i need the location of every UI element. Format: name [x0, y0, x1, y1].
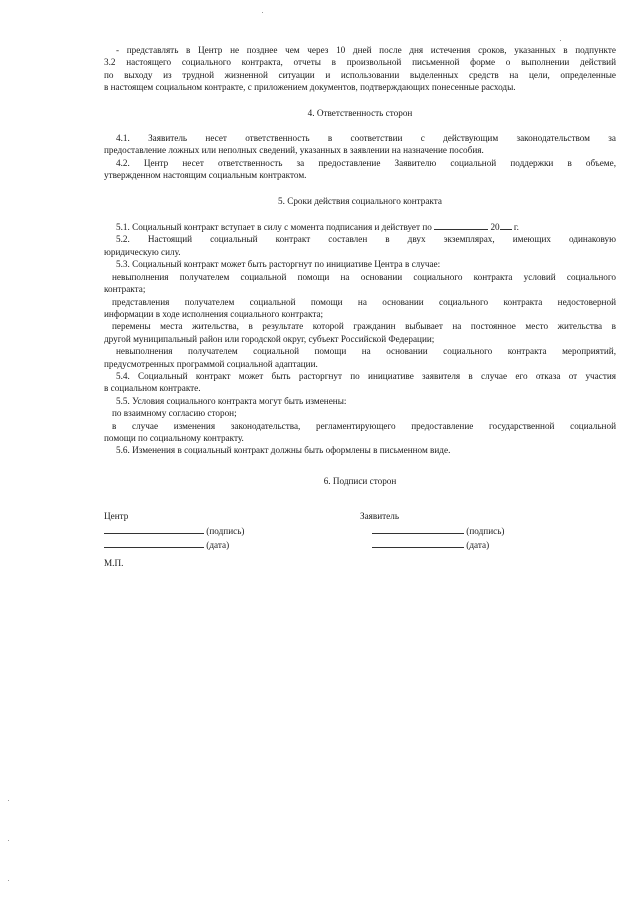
clause-5-5: 5.5. Условия социального контракта могут быть изменены:	[116, 395, 347, 406]
text-line: невыполнения получателем социальной помощи на основании социального контракта условий социального	[112, 271, 616, 282]
signature-label: (подпись)	[466, 526, 505, 537]
scan-speck	[262, 12, 263, 13]
text-line: другой муниципальный район или городской округ, субъект Российской Федерации;	[104, 333, 435, 344]
text-line: в социальном контракте.	[104, 383, 201, 394]
scan-speck	[8, 800, 9, 801]
text-line: предоставление ложных или неполных сведений, указанных в заявлении на назначение пособия.	[104, 145, 484, 156]
section-6-heading: 6. Подписи сторон	[323, 475, 397, 486]
clause-5-5-option-2	[104, 420, 616, 445]
text-line: перемены места жительства, в результате которой гражданин выбывает на постоянное место жительства в	[112, 321, 616, 332]
center-date-line	[104, 538, 244, 551]
text-line: невыполнения получателем социальной помощи на основании социального контракта мероприятий,	[116, 346, 616, 357]
clause-5-2	[104, 233, 616, 258]
termination-case-1	[104, 271, 616, 296]
text-line: 5.4. Социальный контракт может быть расторгнут по инициативе заявителя в случае его отказа от участия	[116, 370, 616, 381]
scan-speck	[8, 880, 9, 881]
year-blank	[500, 220, 512, 230]
clause-4-2	[104, 157, 616, 182]
end-date-blank	[434, 220, 488, 230]
signature-blank	[104, 524, 204, 534]
text-line: утвержденном настоящим социальным контрактом.	[104, 170, 307, 181]
section-4-heading: 4. Ответственность сторон	[307, 107, 413, 118]
date-label: (дата)	[206, 539, 230, 550]
intro-paragraph	[104, 44, 616, 94]
text-line: - представлять в Центр не позднее чем через 10 дней после дня истечения сроков, указанных в подпункте	[116, 45, 616, 55]
text-line: 4.1. Заявитель несет ответственность в соответствии с действующим законодательством за	[116, 133, 616, 144]
termination-case-4	[104, 345, 616, 370]
signature-label: (подпись)	[206, 526, 245, 537]
date-blank	[372, 538, 464, 548]
text-line: представления получателем социальной помощи на основании социального контракта недостоверной	[112, 296, 616, 307]
text-line: юридическую силу.	[104, 246, 181, 257]
termination-case-3	[104, 320, 616, 345]
signature-blank	[372, 524, 464, 534]
center-title: Центр	[104, 511, 129, 521]
year-suffix: г.	[513, 222, 519, 233]
clause-5-1	[104, 220, 616, 233]
clause-4-1	[104, 132, 616, 157]
text-line: помощи по социальному контракту.	[104, 432, 244, 443]
termination-case-2	[104, 296, 616, 321]
date-label: (дата)	[466, 539, 490, 550]
text-line: 4.2. Центр несет ответственность за предоставление Заявителю социальной поддержки в объеме,	[116, 157, 616, 168]
year-prefix: 20	[490, 222, 500, 233]
center-signature-block	[104, 510, 244, 551]
text-line: в настоящем социальном контракте, с приложением документов, подтверждающих понесенные расходы.	[104, 82, 516, 93]
scan-speck	[8, 840, 9, 841]
document-body	[104, 44, 616, 500]
center-signature-line	[104, 524, 244, 537]
section-5-heading: 5. Сроки действия социального контракта	[278, 195, 442, 206]
seal-placeholder: М.П.	[104, 558, 124, 568]
text-line: предусмотренных программой социальной адаптации.	[104, 358, 318, 369]
text-line: в случае изменения законодательства, регламентирующего предоставление государственной социальной	[112, 420, 616, 431]
applicant-title: Заявитель	[360, 511, 400, 521]
applicant-signature-block	[360, 510, 504, 551]
applicant-signature-line	[360, 524, 504, 537]
text-line: информации в ходе исполнения социального контракта;	[104, 308, 324, 319]
text-line: контракта;	[104, 284, 146, 295]
text-line: 5.2. Настоящий социальный контракт составлен в двух экземплярах, имеющих одинаковую	[116, 234, 616, 245]
clause-5-5-option-1: по взаимному согласию сторон;	[112, 408, 237, 419]
clause-5-1-text: 5.1. Социальный контракт вступает в силу с момента подписания и действует по	[116, 222, 432, 233]
clause-5-6: 5.6. Изменения в социальный контракт должны быть оформлены в письменном виде.	[116, 445, 451, 456]
clause-5-3: 5.3. Социальный контракт может быть расторгнут по инициативе Центра в случае:	[116, 259, 441, 270]
text-line: 3.2 настоящего социального контракта, отчеты в произвольной письменной форме о выполнении действий	[104, 57, 616, 68]
scan-speck	[560, 40, 561, 41]
applicant-date-line	[360, 538, 504, 551]
clause-5-4	[104, 370, 616, 395]
date-blank	[104, 538, 204, 548]
text-line: по выходу из трудной жизненной ситуации и использовании выделенных средств на цели, определенные	[104, 69, 616, 80]
